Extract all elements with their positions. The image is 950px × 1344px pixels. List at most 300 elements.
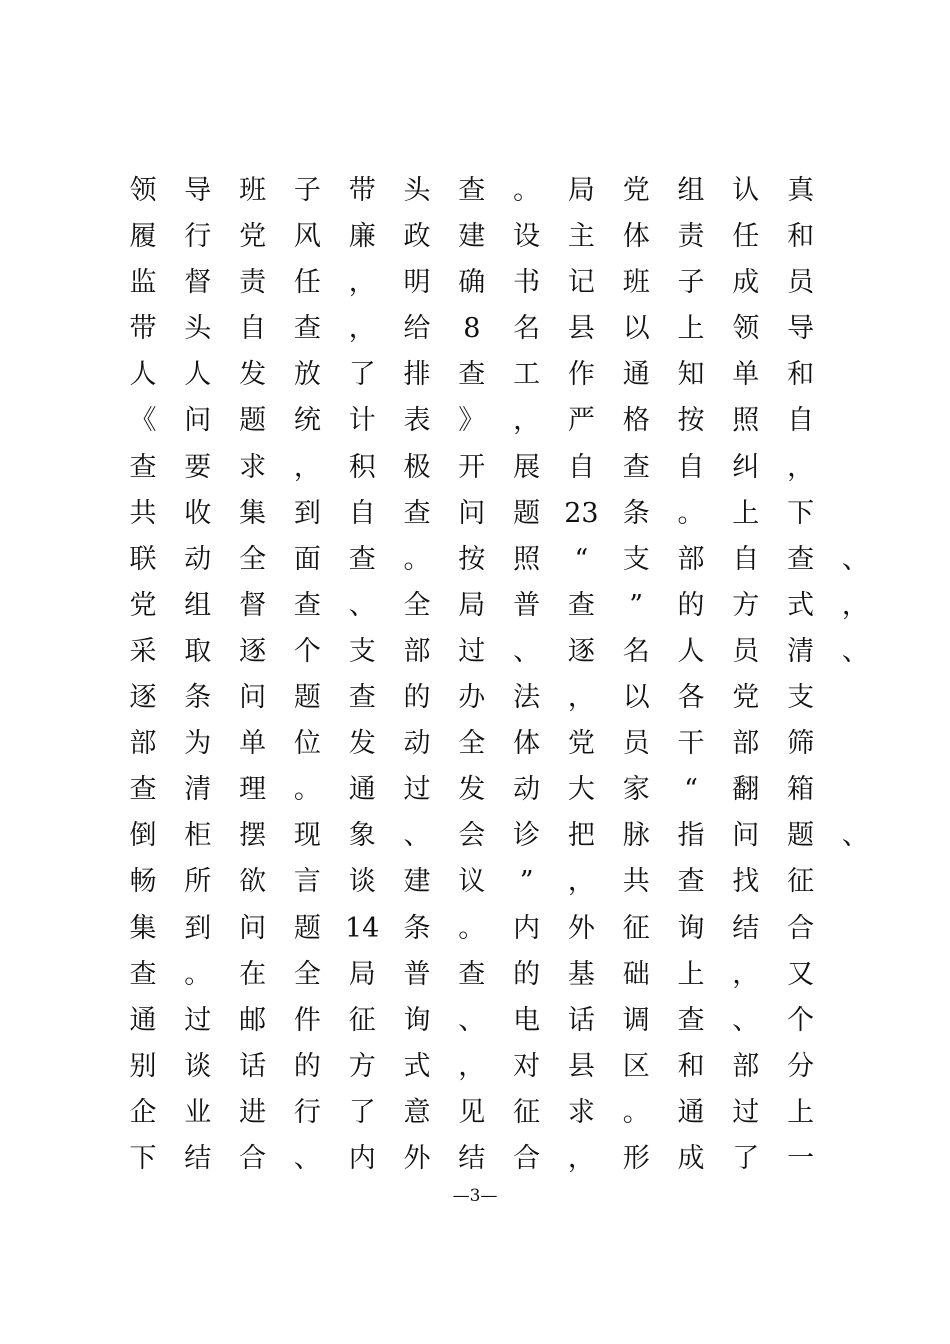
text-char: 一 (787, 1142, 815, 1174)
text-char: 、 (732, 1004, 760, 1036)
text-char: ， (513, 405, 541, 437)
text-char: 、 (348, 589, 376, 621)
text-char: 清 (184, 774, 212, 806)
text-char: 通 (129, 1004, 157, 1036)
text-char: 摆 (239, 820, 267, 852)
text-char: 问 (184, 405, 212, 437)
text-line (123, 214, 863, 260)
text-char: 部 (732, 1050, 760, 1082)
text-char: 题 (513, 497, 541, 529)
text-char: 动 (513, 774, 541, 806)
text-char: 题 (787, 820, 815, 852)
text-char: 条 (622, 497, 650, 529)
text-char: 带 (129, 313, 157, 345)
text-char: 、 (841, 635, 869, 667)
text-char: 企 (129, 1096, 157, 1128)
text-char: 成 (677, 1142, 705, 1174)
text-char: 上 (787, 1096, 815, 1128)
text-char: 柜 (184, 820, 212, 852)
text-char: 工 (513, 359, 541, 391)
text-char: 查 (677, 1004, 705, 1036)
text-char: 下 (787, 497, 815, 529)
text-char: 《 (129, 405, 157, 437)
text-char: 找 (732, 866, 760, 898)
text-char: 的 (513, 958, 541, 990)
text-char: 行 (184, 221, 212, 253)
text-char: 体 (622, 221, 650, 253)
text-char: 又 (787, 958, 815, 990)
text-char: 进 (239, 1096, 267, 1128)
text-char: 通 (677, 1096, 705, 1128)
text-char: 查 (458, 175, 486, 206)
text-char: 自 (787, 405, 815, 437)
text-char: 查 (129, 774, 157, 806)
text-line (123, 906, 863, 952)
text-char: 统 (293, 405, 321, 437)
text-char: 人 (677, 635, 705, 667)
text-char: 给 (403, 313, 431, 345)
text-char: 格 (622, 405, 650, 437)
text-char: 翻 (732, 774, 760, 806)
text-char: 以 (622, 313, 650, 345)
text-char: 办 (458, 682, 486, 714)
text-char: 的 (677, 589, 705, 621)
text-char: 、 (293, 1142, 321, 1174)
text-char: 过 (403, 774, 431, 806)
text-char: 领 (129, 175, 157, 206)
text-char: 人 (184, 359, 212, 391)
text-char: ， (841, 589, 869, 621)
text-char: 14 (345, 912, 380, 944)
text-char: 主 (567, 221, 595, 253)
text-char: 要 (184, 451, 212, 483)
text-char: 方 (732, 589, 760, 621)
text-line (123, 537, 869, 583)
text-char: 条 (184, 682, 212, 714)
text-char: 上 (677, 313, 705, 345)
text-char: 外 (403, 1142, 431, 1174)
text-char: 形 (622, 1142, 650, 1174)
text-char: 过 (732, 1096, 760, 1128)
text-char: ” (629, 589, 644, 621)
text-char: 为 (184, 728, 212, 760)
text-char: ， (458, 1050, 486, 1082)
text-char: 认 (732, 175, 760, 206)
text-char: 查 (348, 682, 376, 714)
text-char: 、 (458, 1004, 486, 1036)
text-char: 成 (732, 267, 760, 299)
text-char: 支 (348, 635, 376, 667)
text-char: 箱 (787, 774, 815, 806)
text-char: 查 (787, 543, 815, 575)
text-char: 带 (348, 175, 376, 206)
text-char: 集 (129, 912, 157, 944)
text-char: 逐 (239, 635, 267, 667)
text-char: 查 (567, 589, 595, 621)
text-char: 头 (403, 175, 431, 206)
text-char: 支 (787, 682, 815, 714)
text-char: 》 (458, 405, 486, 437)
text-char: 子 (677, 267, 705, 299)
text-char: 求 (239, 451, 267, 483)
text-char: 监 (129, 267, 157, 299)
text-char: 区 (622, 1050, 650, 1082)
text-char: 体 (513, 728, 541, 760)
text-char: 式 (403, 1050, 431, 1082)
text-char: 动 (403, 728, 431, 760)
text-char: 问 (732, 820, 760, 852)
text-char: 督 (184, 267, 212, 299)
text-char: 自 (348, 497, 376, 529)
text-char: 话 (239, 1050, 267, 1082)
text-line (123, 260, 863, 306)
text-char: 名 (513, 313, 541, 345)
text-char: 发 (239, 359, 267, 391)
text-char: 。 (513, 175, 541, 206)
text-char: 知 (677, 359, 705, 391)
text-char: 议 (458, 866, 486, 898)
text-char: 见 (458, 1096, 486, 1128)
text-char: 廉 (348, 221, 376, 253)
text-char: 纠 (732, 451, 760, 483)
body-text (123, 168, 869, 1182)
text-char: 谈 (348, 866, 376, 898)
text-char: 征 (622, 912, 650, 944)
text-char: 以 (622, 682, 650, 714)
text-char: 个 (787, 1004, 815, 1036)
text-char: 全 (403, 589, 431, 621)
text-char: 、 (403, 820, 431, 852)
text-char: 单 (239, 728, 267, 760)
text-line (123, 306, 863, 352)
text-char: 查 (403, 497, 431, 529)
text-char: 查 (129, 451, 157, 483)
text-line (123, 629, 869, 675)
text-char: 位 (293, 728, 321, 760)
text-char: 征 (787, 866, 815, 898)
text-char: 合 (513, 1142, 541, 1174)
text-char: ， (567, 1142, 595, 1174)
text-char: 政 (403, 221, 431, 253)
text-char: ， (732, 958, 760, 990)
text-char: 了 (732, 1142, 760, 1174)
text-char: 县 (567, 313, 595, 345)
text-char: 上 (677, 958, 705, 990)
text-char: 全 (458, 728, 486, 760)
text-char: 倒 (129, 820, 157, 852)
text-char: 人 (129, 359, 157, 391)
text-char: 查 (348, 543, 376, 575)
text-char: 。 (458, 912, 486, 944)
text-char: ， (348, 267, 376, 299)
text-char: 单 (732, 359, 760, 391)
text-char: 普 (513, 589, 541, 621)
text-char: 收 (184, 497, 212, 529)
text-char: 干 (677, 728, 705, 760)
text-char: 照 (513, 543, 541, 575)
text-char: 自 (239, 313, 267, 345)
text-char: 员 (622, 728, 650, 760)
text-char: 督 (239, 589, 267, 621)
text-char: 任 (732, 221, 760, 253)
text-char: 查 (129, 958, 157, 990)
text-char: 象 (348, 820, 376, 852)
text-char: 求 (567, 1096, 595, 1128)
text-char: 书 (513, 267, 541, 299)
text-char: 分 (787, 1050, 815, 1082)
text-char: 党 (622, 175, 650, 206)
text-char: 责 (239, 267, 267, 299)
text-char: 问 (239, 682, 267, 714)
text-char: 按 (458, 543, 486, 575)
text-char: “ (684, 774, 698, 806)
text-char: 件 (293, 1004, 321, 1036)
text-char: 外 (567, 912, 595, 944)
text-char: “ (574, 543, 589, 575)
text-char: 面 (293, 543, 321, 575)
text-char: 对 (513, 1050, 541, 1082)
text-char: 党 (732, 682, 760, 714)
text-char: 言 (293, 866, 321, 898)
text-char: ” (519, 866, 534, 898)
text-char: 行 (293, 1096, 321, 1128)
text-char: 履 (129, 221, 157, 253)
text-char: 按 (677, 405, 705, 437)
text-char: 过 (184, 1004, 212, 1036)
text-char: 表 (403, 405, 431, 437)
text-char: 、 (841, 543, 869, 575)
text-char: 记 (567, 267, 595, 299)
text-char: 计 (348, 405, 376, 437)
text-char: 动 (184, 543, 212, 575)
text-char: 问 (239, 912, 267, 944)
text-char: 。 (622, 1096, 650, 1128)
text-char: 、 (841, 820, 869, 852)
text-char: 23 (564, 497, 599, 529)
text-char: 在 (239, 958, 267, 990)
text-char: 领 (732, 313, 760, 345)
text-char: 问 (458, 497, 486, 529)
text-char: 导 (184, 175, 212, 206)
text-char: 邮 (239, 1004, 267, 1036)
text-char: 风 (293, 221, 321, 253)
page-number: —3— (452, 1186, 498, 1206)
text-char: 逐 (129, 682, 157, 714)
text-char: 全 (293, 958, 321, 990)
text-char: 自 (677, 451, 705, 483)
text-char: 普 (403, 958, 431, 990)
text-char: 谈 (184, 1050, 212, 1082)
text-char: 欲 (239, 866, 267, 898)
text-char: 诊 (513, 820, 541, 852)
text-char: 员 (787, 267, 815, 299)
text-char: ， (787, 451, 815, 483)
text-char: ， (348, 313, 376, 345)
text-char: 调 (622, 1004, 650, 1036)
text-char: 现 (293, 820, 321, 852)
text-char: 家 (622, 774, 650, 806)
text-char: 下 (129, 1142, 157, 1174)
text-char: 部 (403, 635, 431, 667)
text-char: 脉 (622, 820, 650, 852)
text-line (123, 445, 863, 491)
text-char: 和 (787, 221, 815, 253)
text-char: 询 (677, 912, 705, 944)
text-char: 题 (293, 682, 321, 714)
text-char: 名 (622, 635, 650, 667)
text-char: 员 (732, 635, 760, 667)
text-char: 和 (677, 1050, 705, 1082)
text-char: 采 (129, 635, 157, 667)
text-char: 取 (184, 635, 212, 667)
text-char: 任 (293, 267, 321, 299)
text-char: 基 (567, 958, 595, 990)
text-line (123, 998, 863, 1044)
text-char: 题 (239, 405, 267, 437)
text-char: 条 (403, 912, 431, 944)
text-char: 内 (513, 912, 541, 944)
text-char: 清 (787, 635, 815, 667)
text-line (123, 168, 863, 214)
text-char: 共 (129, 497, 157, 529)
text-char: 和 (787, 359, 815, 391)
text-char: 指 (677, 820, 705, 852)
text-char: 的 (403, 682, 431, 714)
text-line (123, 767, 863, 813)
text-char: 查 (458, 958, 486, 990)
text-char: 建 (458, 221, 486, 253)
text-char: 合 (787, 912, 815, 944)
text-char: 建 (403, 866, 431, 898)
text-char: 查 (458, 359, 486, 391)
text-char: 。 (403, 543, 431, 575)
text-char: ， (293, 451, 321, 483)
text-char: 班 (239, 175, 267, 206)
text-char: 部 (129, 728, 157, 760)
text-char: 严 (567, 405, 595, 437)
text-char: 党 (567, 728, 595, 760)
text-char: 班 (622, 267, 650, 299)
text-char: 局 (567, 175, 595, 206)
text-char: 业 (184, 1096, 212, 1128)
text-char: 会 (458, 820, 486, 852)
text-line (123, 352, 863, 398)
text-char: 共 (622, 866, 650, 898)
text-char: ， (567, 682, 595, 714)
text-char: 积 (348, 451, 376, 483)
text-char: 畅 (129, 866, 157, 898)
text-char: 把 (567, 820, 595, 852)
text-char: 话 (567, 1004, 595, 1036)
text-char: 方 (348, 1050, 376, 1082)
text-char: 。 (184, 958, 212, 990)
text-char: 。 (293, 774, 321, 806)
text-char: 法 (513, 682, 541, 714)
text-char: 通 (622, 359, 650, 391)
text-char: ， (567, 866, 595, 898)
text-char: 真 (787, 175, 815, 206)
text-char: 发 (348, 728, 376, 760)
text-char: 题 (293, 912, 321, 944)
text-char: 结 (732, 912, 760, 944)
text-char: 支 (622, 543, 650, 575)
text-char: 组 (184, 589, 212, 621)
text-char: 明 (403, 267, 431, 299)
text-char: 别 (129, 1050, 157, 1082)
text-char: 查 (622, 451, 650, 483)
text-char: 设 (513, 221, 541, 253)
text-char: 合 (239, 1142, 267, 1174)
text-char: 上 (732, 497, 760, 529)
text-char: 的 (293, 1050, 321, 1082)
text-char: 了 (348, 1096, 376, 1128)
text-line (123, 1090, 863, 1136)
text-char: 、 (513, 635, 541, 667)
text-char: 县 (567, 1050, 595, 1082)
text-char: 自 (567, 451, 595, 483)
text-char: 党 (239, 221, 267, 253)
text-char: 个 (293, 635, 321, 667)
text-char: 结 (458, 1142, 486, 1174)
text-char: 查 (293, 589, 321, 621)
text-char: 发 (458, 774, 486, 806)
text-char: 础 (622, 958, 650, 990)
text-line (123, 583, 869, 629)
text-char: 到 (293, 497, 321, 529)
text-char: 子 (293, 175, 321, 206)
text-char: 征 (513, 1096, 541, 1128)
text-char: 通 (348, 774, 376, 806)
text-char: 组 (677, 175, 705, 206)
text-char: 。 (677, 497, 705, 529)
text-char: 自 (732, 543, 760, 575)
text-char: 内 (348, 1142, 376, 1174)
text-char: 询 (403, 1004, 431, 1036)
text-char: 集 (239, 497, 267, 529)
text-char: 部 (677, 543, 705, 575)
text-char: 导 (787, 313, 815, 345)
text-char: 查 (677, 866, 705, 898)
text-char: 放 (293, 359, 321, 391)
text-line (123, 398, 863, 444)
text-char: 式 (787, 589, 815, 621)
text-char: 过 (458, 635, 486, 667)
text-char: 大 (567, 774, 595, 806)
text-char: 了 (348, 359, 376, 391)
text-char: 各 (677, 682, 705, 714)
text-char: 局 (348, 958, 376, 990)
text-char: 责 (677, 221, 705, 253)
text-line (123, 1044, 863, 1090)
text-char: 开 (458, 451, 486, 483)
text-char: 极 (403, 451, 431, 483)
text-char: 照 (732, 405, 760, 437)
text-char: 意 (403, 1096, 431, 1128)
text-char: 电 (513, 1004, 541, 1036)
text-char: 局 (458, 589, 486, 621)
text-line (123, 859, 863, 905)
text-char: 党 (129, 589, 157, 621)
text-char: 理 (239, 774, 267, 806)
text-line (123, 491, 863, 537)
text-char: 展 (513, 451, 541, 483)
text-line (123, 1136, 863, 1182)
text-char: 逐 (567, 635, 595, 667)
text-char: 结 (184, 1142, 212, 1174)
text-line (123, 675, 863, 721)
text-line (123, 813, 869, 859)
text-char: 排 (403, 359, 431, 391)
